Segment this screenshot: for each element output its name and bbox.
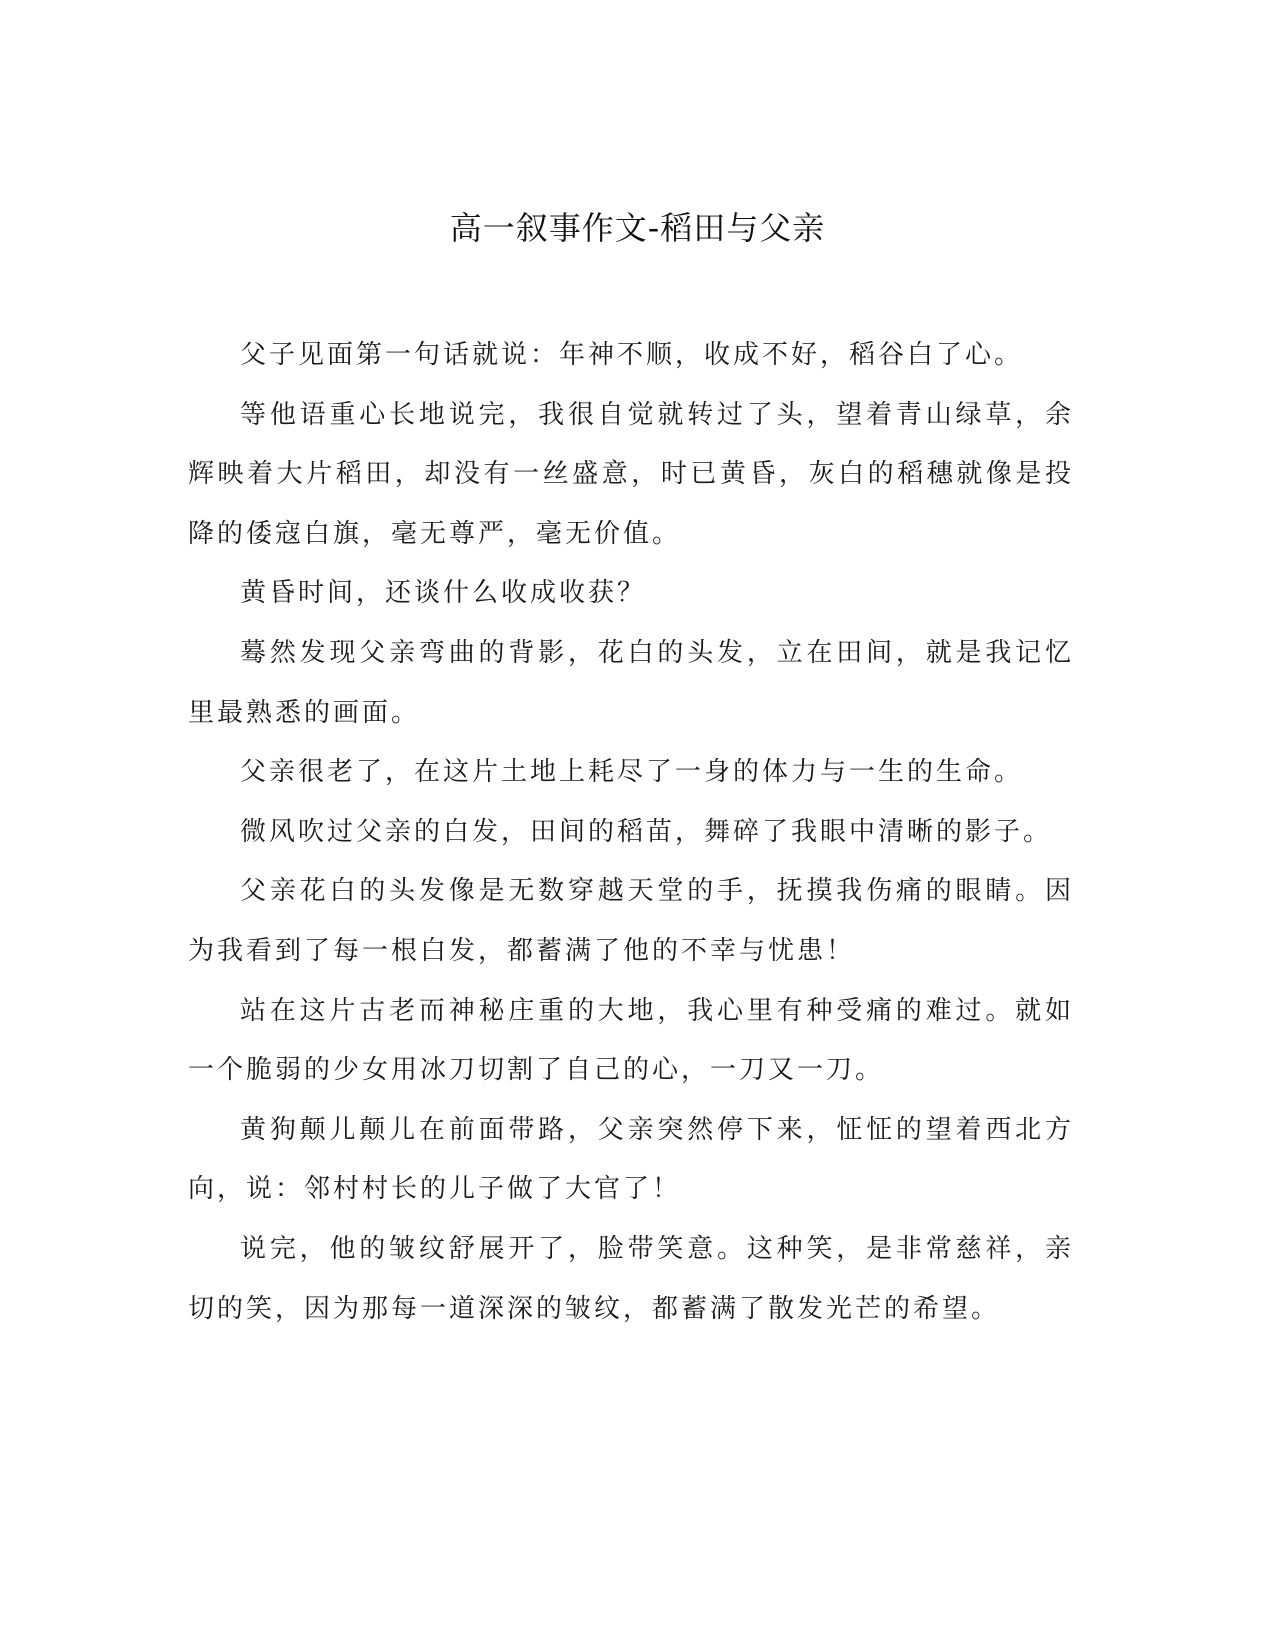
paragraph: 黄昏时间，还谈什么收成收获？ — [240, 578, 647, 609]
paragraph: 站在这片古老而神秘庄重的大地，我心里有种受痛的难过。就如一个脆弱的少女用冰刀切割了自己的心，一刀又一刀。 — [188, 995, 1074, 1086]
paragraph: 父子见面第一句话就说：年神不顺，收成不好，稻谷白了心。 — [240, 340, 1024, 370]
paragraph: 蓦然发现父亲弯曲的背影，花白的头发，立在田间，就是我记忆里最熟悉的画面。 — [188, 637, 1074, 728]
paragraph: 父亲花白的头发像是无数穿越天堂的手，抚摸我伤痛的眼睛。因为我看到了每一根白发，都蓄满了他的不幸与忧患！ — [188, 876, 1074, 966]
paragraph: 黄狗颠儿颠儿在前面带路，父亲突然停下来，怔怔的望着西北方向，说：邻村村长的儿子做了大官了！ — [188, 1114, 1074, 1205]
paragraph: 微风吹过父亲的白发，田间的稻苗，舞碎了我眼中清晰的影子。 — [240, 816, 1053, 847]
paragraph: 说完，他的皱纹舒展开了，脸带笑意。这种笑，是非常慈祥，亲切的笑，因为那每一道深深的皱纹，都蓄满了散发光芒的希望。 — [188, 1233, 1074, 1324]
paragraph: 等他语重心长地说完，我很自觉就转过了头，望着青山绿草，余辉映着大片稻田，却没有一丝盛意，时已黄昏，灰白的稻穗就像是投降的倭寇白旗，毫无尊严，毫无价值。 — [188, 399, 1074, 549]
document-body — [188, 326, 1074, 1339]
paragraph: 父亲很老了，在这片土地上耗尽了一身的体力与一生的生命。 — [240, 757, 1024, 788]
document-title: 高一叙事作文-稻田与父亲 — [449, 209, 826, 247]
